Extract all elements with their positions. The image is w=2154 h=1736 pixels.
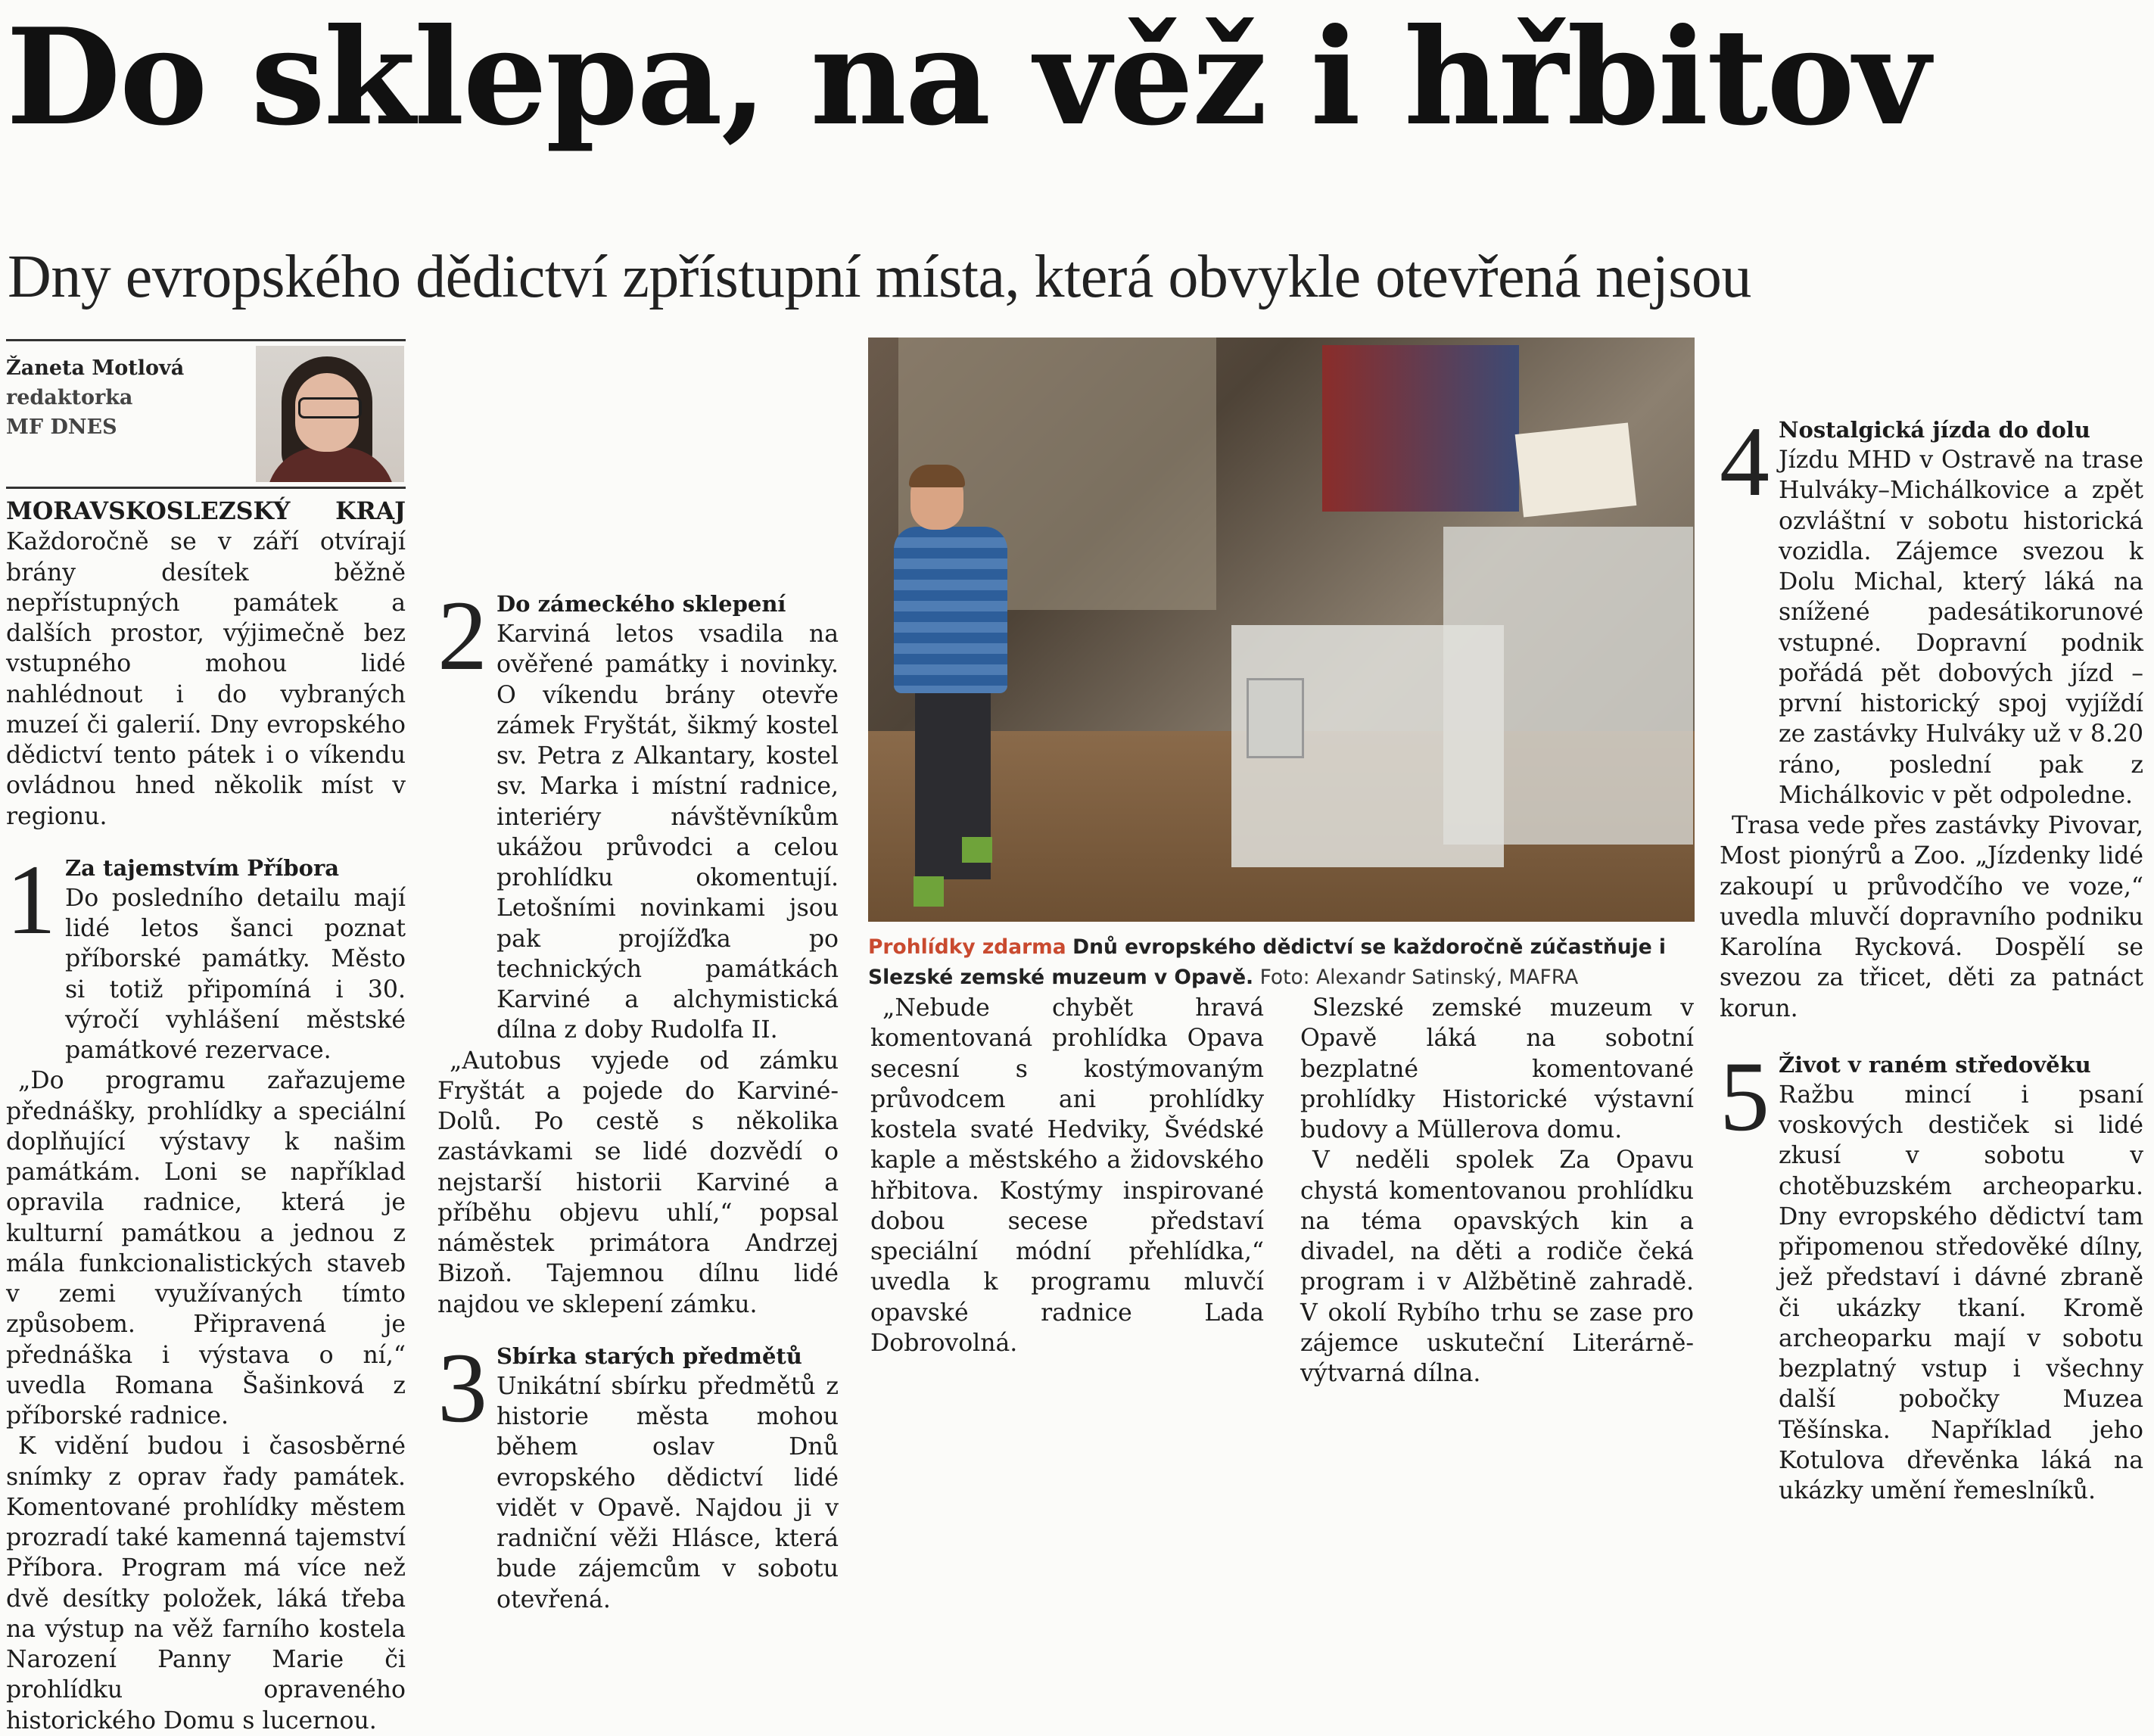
- photo-boy-shirt: [894, 527, 1007, 693]
- author-name: Žaneta Motlová: [6, 356, 185, 380]
- section-2-paragraph-2: „Autobus vyjede od zámku Fryštát a pojede do Karviné-Dolů. Po cestě s několika zastávkami se lidé dozvědí o nejstarší historii Karviné a příběhu objevu uhlí,“ popsal náměstek primátora Andrzej Bizoň. Tajemnou dílnu lidé najdou ve sklepení zámku.: [437, 1047, 839, 1318]
- section-1-paragraph-2: „Do programu zařazujeme přednášky, prohlídky a speciální doplňující výstavy k našim památkám. Loni se například opravila radnice, která je kulturní památkou a jednou z mála funkcionalistických staveb v zemi využívaných tímto způsobem. Připravená je přednáška i výstava o ní,“ uvedla Romana Šašinková z příborské radnice.: [6, 1067, 406, 1430]
- section-5-paragraph-1: Ražbu mincí i psaní voskových destiček si lidé zkusí v sobotu v chotěbuzském archeoparku. Dny evropského dědictví tam připomenou středověké dílny, jež představí i dávné zbraně či ukázky tkaní. Kromě archeoparku mají v sobotu bezplatný vstup i všechny další pobočky Muzea Těšínska. Například jeho Kotulova dřevěnka láká na ukázky umění řemeslníků.: [1779, 1081, 2143, 1504]
- section-4-paragraph-2: Trasa vede přes zastávky Pivovar, Most pionýrů a Zoo. „Jízdenky lidé zakoupí u průvodčího ve voze,“ uvedla mluvčí dopravního podniku Karolína Rycková. Dospělí se svezou za třicet, děti za patnáct korun.: [1720, 812, 2143, 1022]
- photo-caption: [868, 932, 1695, 993]
- section-3-paragraph-1: Unikátní sbírku předmětů z historie města mohou během oslav Dnů evropského dědictví lidé vidět v Opavě. Najdou ji v radniční věži Hlásce, která bude zájemcům v sobotu otevřená.: [496, 1372, 839, 1613]
- section-1-number: 1: [6, 843, 56, 955]
- section-2-number: 2: [437, 580, 487, 691]
- intro-text: Každoročně se v září otvírají brány desítek běžně nepřístupných památek a dalších prostor, výjimečně bez vstupného mohou lidé nahlédnout i do vybraných muzeí či galerií. Dny evropského dědictví tento pátek i o víkendu ovládnou hned několik míst v regionu.: [6, 528, 406, 830]
- section-1-paragraph-1: Do posledního detailu mají lidé letos šanci poznat příborské památky. Město si totiž připomíná i 30. výročí vyhlášení městské památkové rezervace.: [65, 884, 406, 1064]
- column-4: [1300, 993, 1694, 1389]
- photo-document: [1515, 422, 1637, 517]
- section-4-number: 4: [1720, 406, 1770, 517]
- section-3-number: 3: [437, 1331, 487, 1443]
- section-4-paragraph-1: Jízdu MHD v Ostravě na trase Hulváky–Michálkovice a zpět ozvláštní v sobotu historická vozidla. Zájemce svezou k Dolu Michal, který láká na snížené padesátikorunové vstupné. Dopravní podnik pořádá pět dobových jízd – první historický spoj vyjíždí ze zastávky Hulváky už v 8.20 ráno, poslední pak z Michálkovic v pět odpoledne.: [1779, 446, 2143, 809]
- section-3-paragraph-4: V neděli spolek Za Opavu chystá komentovanou prohlídku na téma opavských kin a divadel, na děti a rodiče čeká program i v Alžbětině zahradě. V okolí Rybího trhu se zase pro zájemce uskuteční Literárně-výtvarná dílna.: [1300, 1146, 1694, 1387]
- section-2-paragraph-1: Karviná letos vsadila na ověřené památky i novinky. O víkendu brány otevře zámek Fryštát, šikmý kostel sv. Petra z Alkantary, kostel sv. Marka i místní radnice, interiéry návštěvníkům ukážou průvodci a celou prohlídku okomentují. Letošními novinkami jsou pak projížďka po technických památkách Karviné a alchymistická dílna z doby Rudolfa II.: [496, 621, 839, 1044]
- section-3-paragraph-2: „Nebude chybět hravá komentovaná prohlídka Opava secesní s kostýmovaným průvodcem ani prohlídky kostela svaté Hedviky, Švédské kaple a městského a židovského hřbitova. Kostýmy inspirované dobou secese představí speciální módní přehlídka,“ uvedla k programu mluvčí opavské radnice Lada Dobrovolná.: [870, 994, 1264, 1357]
- column-3: [870, 993, 1264, 1358]
- section-1-title: Za tajemstvím Příbora: [65, 854, 340, 881]
- subheadline: Dny evropského dědictví zpřístupní místa, která obvykle otevřená nejsou: [8, 244, 1751, 310]
- section-5-title: Život v raném středověku: [1779, 1051, 2091, 1078]
- column-2: [437, 339, 839, 1615]
- photo-framed-portrait: [1247, 678, 1304, 758]
- section-5-number: 5: [1720, 1040, 1770, 1152]
- intro: [6, 496, 406, 832]
- museum-photo: [868, 338, 1695, 922]
- author-box: [6, 339, 406, 489]
- caption-kicker: Prohlídky zdarma: [868, 935, 1066, 959]
- section-3-title: Sbírka starých předmětů: [496, 1342, 802, 1369]
- dateline: MORAVSKOSLEZSKÝ KRAJ: [6, 497, 406, 525]
- column-5: [1720, 339, 2143, 1506]
- author-meta: [6, 353, 248, 442]
- headline: Do sklepa, na věž i hřbitov: [6, 0, 1929, 155]
- section-3-paragraph-3: Slezské zemské muzeum v Opavě láká na sobotní bezplatné komentované prohlídky Historické výstavní budovy a Müllerova domu.: [1300, 994, 1694, 1143]
- section-1: [6, 843, 406, 1736]
- author-portrait: [256, 346, 404, 482]
- column-1: [6, 339, 406, 1736]
- section-4-title: Nostalgická jízda do dolu: [1779, 417, 2090, 443]
- portrait-glasses: [298, 397, 362, 418]
- section-2: [437, 580, 839, 1320]
- section-1-paragraph-3: K vidění budou i časosběrné snímky z oprav řady památek. Komentované prohlídky městem prozradí také kamenná tajemství Příbora. Program má více než dvě desítky položek, láká třeba na výstup na věž farního kostela Narození Panny Marie či prohlídku opraveného historického Domu s lucernou.: [6, 1433, 406, 1734]
- author-role: redaktorka: [6, 386, 133, 409]
- section-2-title: Do zámeckého sklepení: [496, 591, 786, 617]
- section-5: [1720, 1040, 2143, 1507]
- photo-boy-hair: [909, 465, 965, 487]
- photo-boy-shoe: [962, 837, 992, 863]
- caption-credit: Foto: Alexandr Satinský, MAFRA: [1259, 966, 1579, 989]
- author-outlet: MF DNES: [6, 415, 117, 439]
- section-3: [437, 1331, 839, 1615]
- section-4: [1720, 406, 2143, 1024]
- photo-boy-shoe: [914, 876, 944, 907]
- caption-text: Dnů evropského dědictví se každoročně zúčastňuje i Slezské zemské muzeum v Opavě.: [868, 935, 1667, 989]
- photo-tapestry: [1322, 345, 1519, 512]
